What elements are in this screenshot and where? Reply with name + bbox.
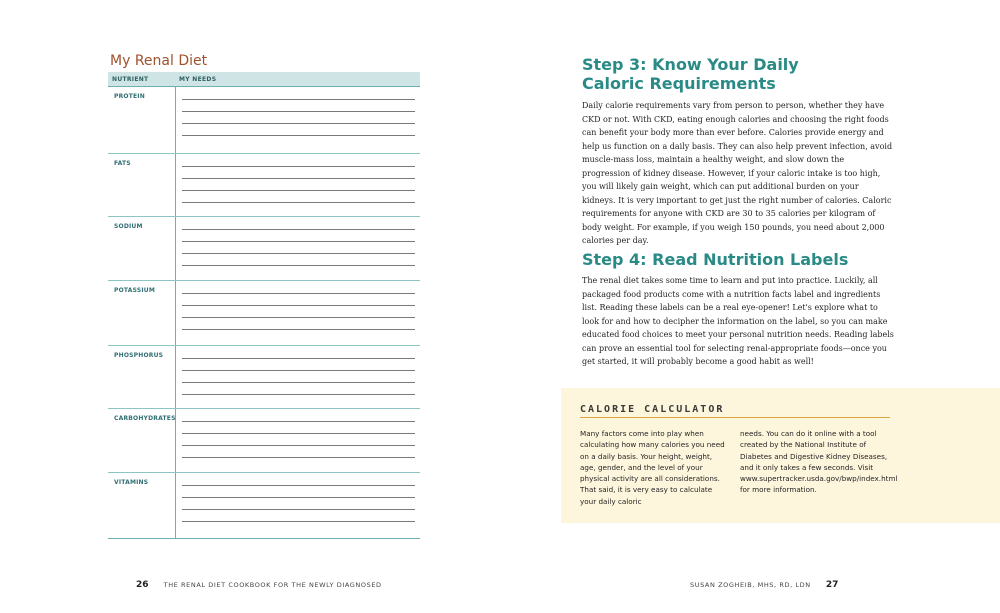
nutrient-label: POTASSIUM — [114, 287, 156, 294]
step4-heading: Step 4: Read Nutrition Labels — [582, 250, 849, 269]
write-line — [182, 421, 415, 422]
right-footer — [690, 572, 838, 591]
write-line — [182, 265, 415, 266]
page-number-right: 27 — [825, 580, 839, 590]
write-line — [182, 253, 415, 254]
nutrient-label: PROTEIN — [114, 93, 145, 100]
write-line — [182, 305, 415, 306]
calculator-col1: Many factors come into play when calculating how many calories you need on a daily basis. Your height, weight, age, gender, and the level of your physical activity are all considerations. That said, it is very easy to calculate your daily caloric — [580, 429, 725, 506]
nutrient-label: SODIUM — [114, 223, 143, 230]
renal-diet-table — [108, 72, 420, 539]
table-row — [108, 153, 420, 217]
diet-table-title: My Renal Diet — [110, 53, 208, 69]
write-line — [182, 485, 415, 486]
write-line — [182, 497, 415, 498]
table-row — [108, 472, 420, 539]
write-line — [182, 358, 415, 359]
write-line — [182, 166, 415, 167]
write-line — [182, 509, 415, 510]
write-line — [182, 190, 415, 191]
write-line — [182, 99, 415, 100]
nutrient-label: PHOSPHORUS — [114, 352, 164, 359]
page-number-left: 26 — [136, 580, 149, 590]
author-credit: SUSAN ZOGHEIB, MHS, RD, LDN — [690, 581, 811, 589]
write-line — [182, 241, 415, 242]
table-row — [108, 87, 420, 153]
write-line — [182, 293, 415, 294]
write-line — [182, 521, 415, 522]
table-row — [108, 280, 420, 346]
calculator-title: CALORIE CALCULATOR — [580, 404, 725, 415]
nutrient-column-header: NUTRIENT — [112, 76, 149, 83]
step3-heading: Step 3: Know Your Daily Caloric Requirements — [582, 55, 799, 93]
write-line — [182, 317, 415, 318]
table-row — [108, 345, 420, 409]
running-title: THE RENAL DIET COOKBOOK FOR THE NEWLY DIAGNOSED — [163, 581, 382, 589]
write-line — [182, 229, 415, 230]
write-line — [182, 135, 415, 136]
table-row — [108, 216, 420, 281]
write-line — [182, 433, 415, 434]
table-row — [108, 408, 420, 473]
nutrient-label: CARBOHYDRATES — [114, 415, 176, 422]
step4-body: The renal diet takes some time to learn and put into practice. Luckily, all packaged food products come with a nutrition facts label and ingredients list. Reading these labels can be a real eye-opener! Let's explore what to look for and how to decipher the information on the label, so you can make educated food choices to meet your personal nutrition needs. Reading labels can prove an essential tool for selecting renal-appropriate foods—once you get started, it will probably become a good habit as well! — [582, 276, 894, 366]
nutrient-label: VITAMINS — [114, 479, 149, 486]
write-line — [182, 457, 415, 458]
table-header — [108, 72, 420, 87]
nutrient-label: FATS — [114, 160, 131, 167]
write-line — [182, 329, 415, 330]
left-footer — [136, 572, 382, 591]
write-line — [182, 202, 415, 203]
write-line — [182, 394, 415, 395]
step3-body: Daily calorie requirements vary from person to person, whether they have CKD or not. With CKD, eating enough calories and choosing the right foods can benefit your body more than ever before. Calories provide energy and help us function on a daily basis. They can also help prevent infection, avoid muscle-mass loss, maintain a healthy weight, and slow down the progression of kidney disease. However, if your caloric intake is too high, you will likely gain weight, which can put additional burden on your kidneys. It is very important to get just the right number of calories. Caloric requirements for anyone with CKD are 30 to 35 calories per kilogram of body weight. For example, if you weigh 150 pounds, you need about 2,000 calories per day. — [582, 101, 893, 245]
needs-column-header: MY NEEDS — [179, 76, 217, 83]
write-line — [182, 445, 415, 446]
write-line — [182, 123, 415, 124]
calculator-rule — [580, 417, 890, 418]
write-line — [182, 111, 415, 112]
write-line — [182, 370, 415, 371]
write-line — [182, 178, 415, 179]
calculator-col2: needs. You can do it online with a tool created by the National Institute of Diabetes and Digestive Kidney Diseases, and it only takes a few seconds. Visit www.supertracker.usda.gov/bwp/index.html for more information. — [740, 429, 898, 495]
write-line — [182, 382, 415, 383]
